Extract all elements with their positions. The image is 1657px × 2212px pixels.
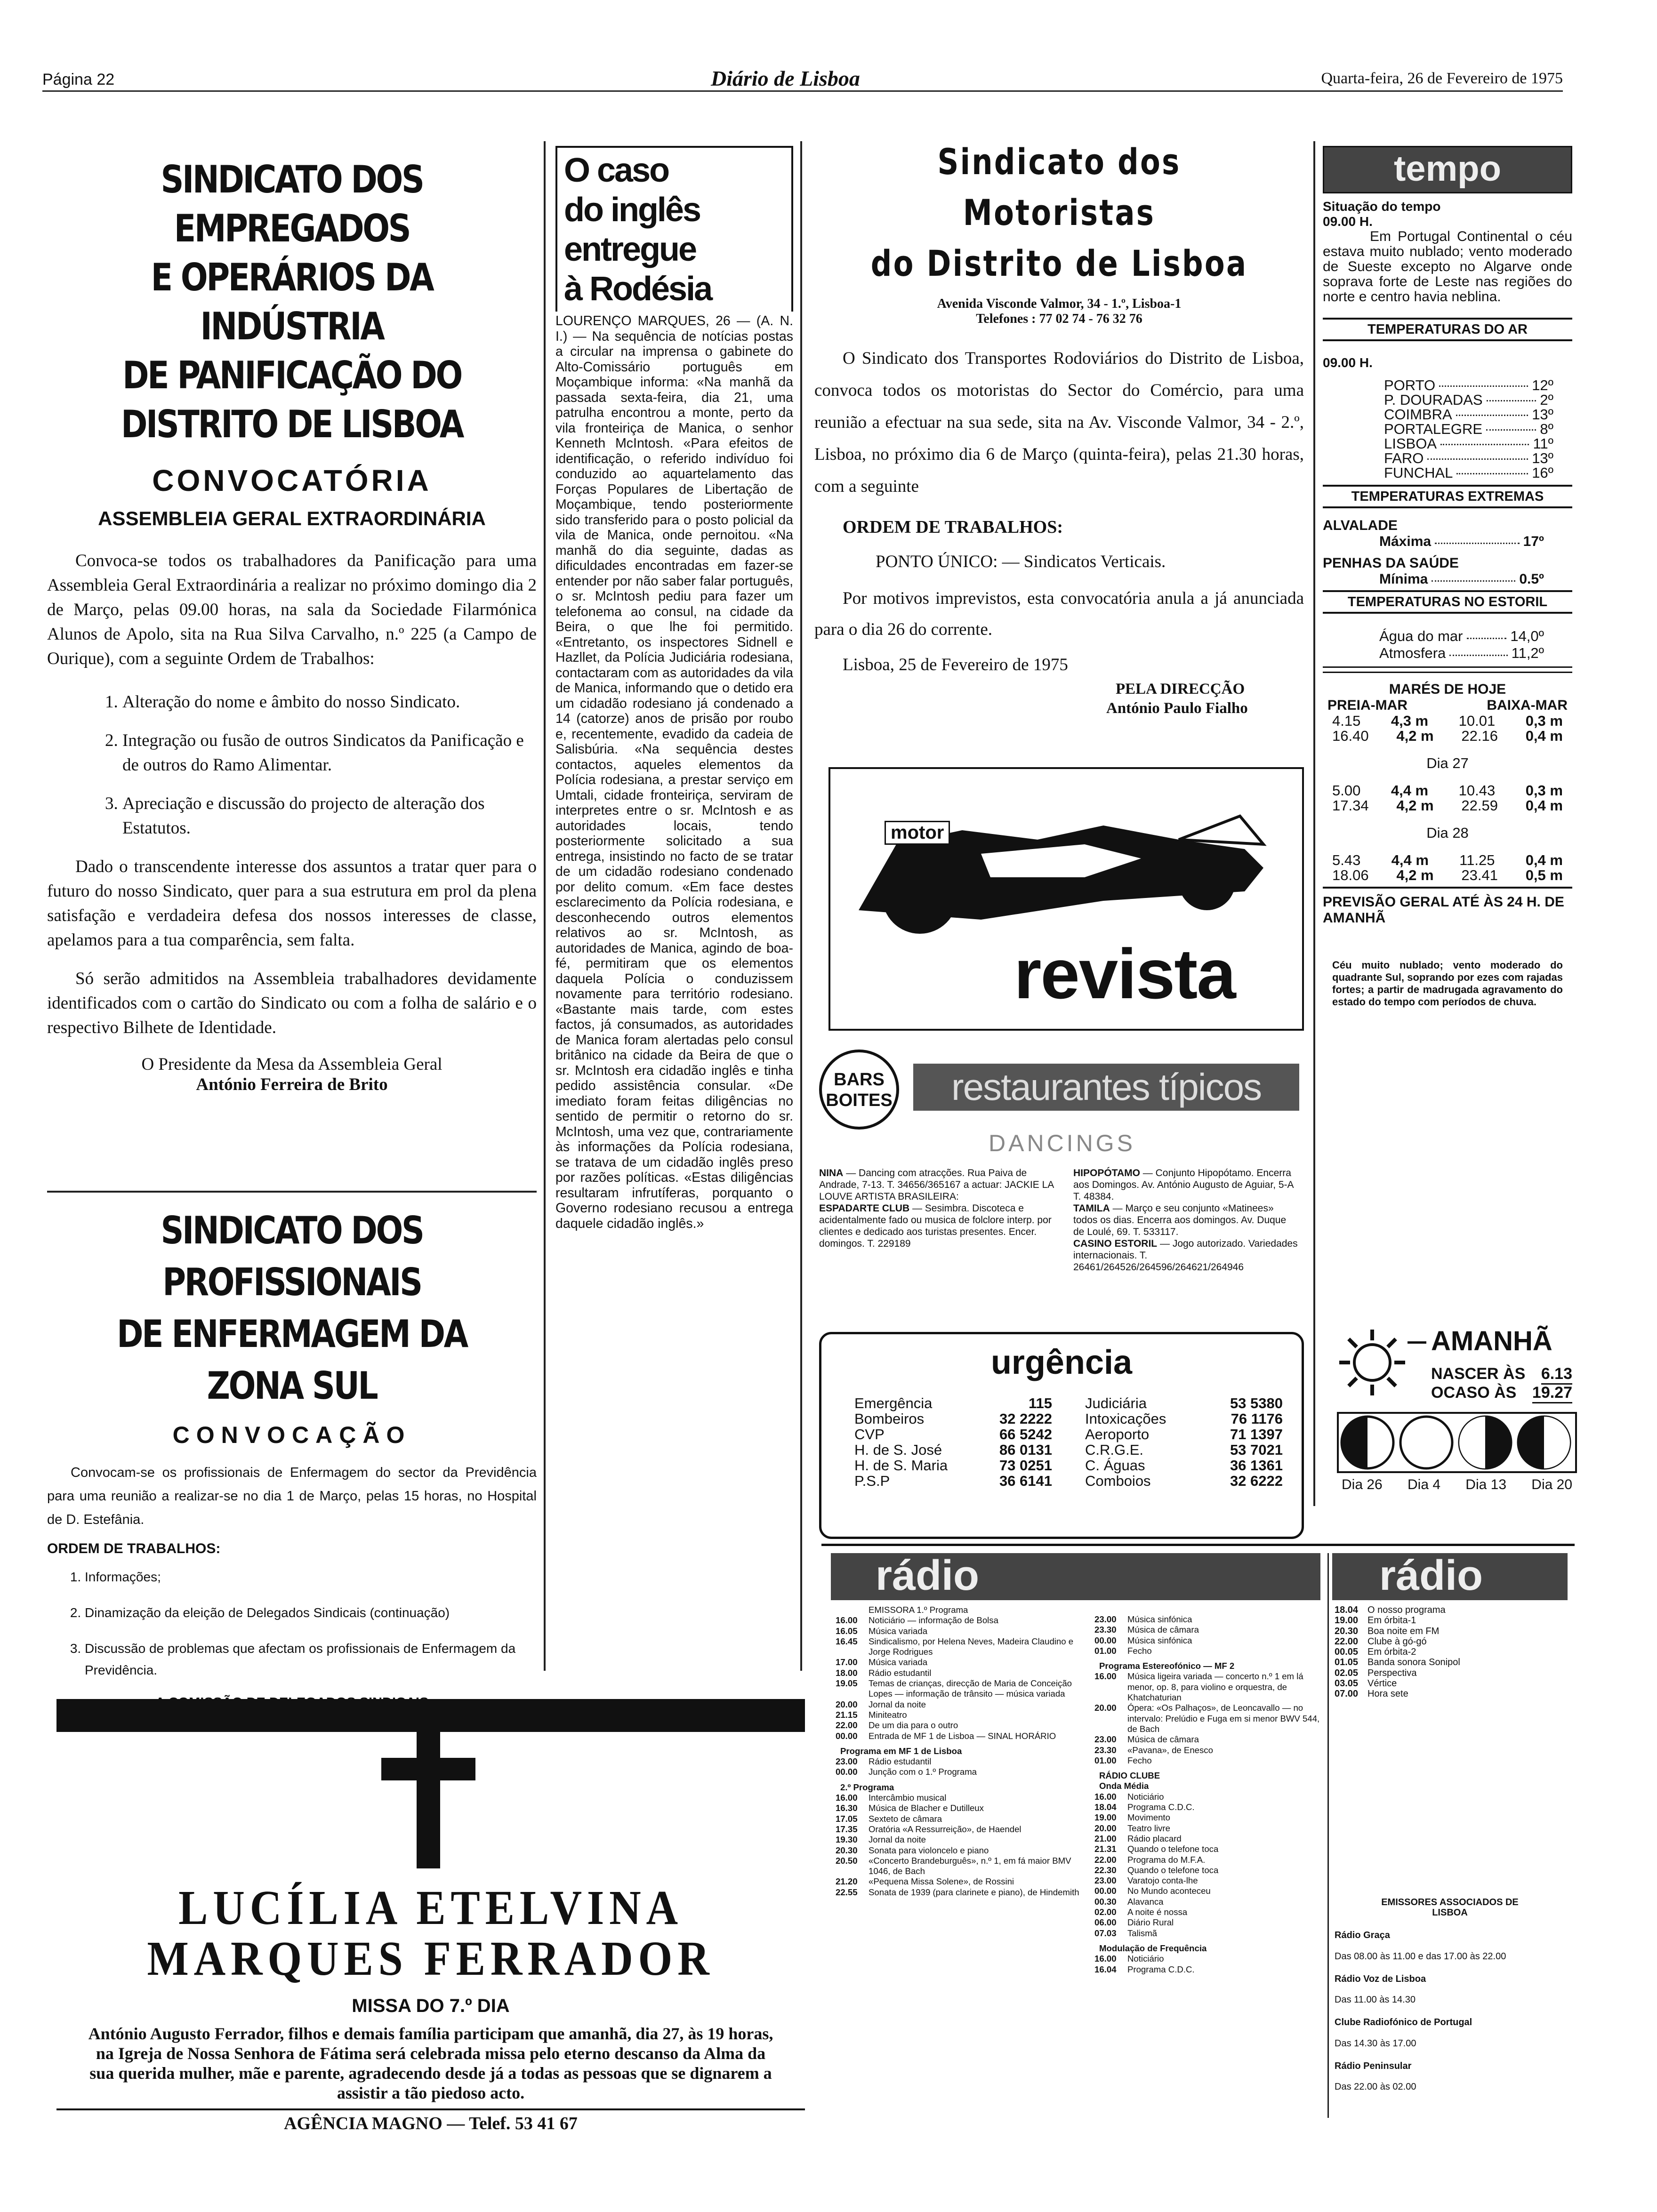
enfermagem-ad (47, 1205, 537, 1677)
tempo-situacao: Situação do tempo (1323, 199, 1441, 214)
assoc-item: Rádio Graça (1335, 1930, 1390, 1941)
radio-column-3 (1335, 1605, 1565, 2092)
radio-item: 23.00 Música sinfónica (1094, 1614, 1192, 1624)
radio-item: 16.45 Sindicalismo, por Helena Neves, Madeira Claudino e Jorge Rodrigues (836, 1636, 1074, 1657)
list-item: TAMILA — Março e seu conjunto «Matinees» todos os dias. Encerra aos domingos. Av. Duque de Loulé, 69. T. 533117. (1073, 1203, 1287, 1237)
radio-item: 16.00 Noticiário (1094, 1954, 1164, 1964)
list-item: ESPADARTE CLUB — Sesimbra. Discoteca e acidentalmente fado ou musica de folclore interp. por clientes e dedicado aos turistas presentes. Encer. domingos. T. 229189 (819, 1203, 1052, 1249)
assembleia-heading: ASSEMBLEIA GERAL EXTRAORDINÁRIA (98, 507, 486, 529)
motoristas-signer: António Paulo Fialho (1106, 700, 1248, 717)
obituary-missa: MISSA DO 7.º DIA (352, 1996, 510, 2016)
radio-item: 21.20 «Pequena Missa Solene», de Rossini (836, 1876, 1014, 1887)
agenda-item: 2. Integração ou fusão de outros Sindicatos da Panificação e de outros do Ramo Alimentar. (122, 729, 527, 777)
bars-section (819, 1050, 1304, 1341)
alvalade-label: ALVALADE (1323, 518, 1398, 533)
radio-item: 22.00 De um dia para o outro (836, 1720, 958, 1731)
table-row: COIMBRA 13º (1384, 406, 1553, 423)
list-item: Emergência 115 (854, 1395, 1052, 1411)
previsao-title: PREVISÃO GERAL ATÉ ÀS 24 H. DE AMANHÃ (1323, 894, 1564, 926)
radio-item: 17.05 Sexteto de câmara (836, 1813, 942, 1824)
moon-first-quarter-icon (1342, 1417, 1393, 1468)
obituary-text: António Augusto Ferrador, filhos e demais família participam que amanhã, dia 27, às 19 horas, na Igreja de Nossa Senhora de Fátima será celebrada missa pelo eterno descanso da Alma da sua querida mulher, mãe e parente, agradecendo desde já a todas as pessoas que se dignarem a assistir a tão piedoso acto. (88, 2024, 773, 2102)
radio-item: EMISSORA 1.º Programa (869, 1605, 968, 1615)
motoristas-notice: Por motivos imprevistos, esta convocatória anula a já anunciada para o dia 26 do corrente. (814, 589, 1304, 639)
motoristas-intro: O Sindicato dos Transportes Rodoviários do Distrito de Lisboa, convoca todos os motoristas do Sector do Comércio, para uma reunião a efectuar na sua sede, sita na Av. Visconde Valmor, 34 - 2.º, Lisboa, no próximo dia 6 de Março (quinta-feira), pelas 21.30 horas, com a seguinte (814, 349, 1304, 496)
radio-item: 20.50 «Concerto Brandeburguês», n.º 1, em fá maior BMV 1046, de Bach (836, 1855, 1071, 1876)
restaurantes-banner: restaurantes típicos (913, 1064, 1299, 1111)
agenda-item: 2. Dinamização da eleição de Delegados Sindicais (continuação) (85, 1602, 537, 1624)
motoristas-phone: Telefones : 77 02 74 - 76 32 76 (976, 312, 1142, 326)
radio-item: 20.30 Sonata para violoncelo e piano (836, 1845, 989, 1855)
radio-item: 00.00 Música sinfónica (1094, 1635, 1192, 1645)
radio-item: 00.00 No Mundo aconteceu (1094, 1886, 1211, 1896)
radio-item: 23.00 Música de câmara (1094, 1734, 1199, 1745)
panificacao-title: SINDICATO DOS EMPREGADOS E OPERÁRIOS DA INDÚSTRIA DE PANIFICAÇÃO DO DISTRITO DE LISBOA (121, 158, 463, 446)
agua-row: Água do mar 14,0º (1379, 628, 1544, 644)
agenda-item: 1. Informações; (85, 1566, 537, 1588)
panificacao-intro: Convoca-se todos os trabalhadores da Panificação para uma Assembleia Geral Extraordinária a realizar no próximo domingo dia 2 de Março, pelas 09.00 horas, na sala da Sociedade Filarmónica Alunos de Apolo, sita na Rua Silva Carvalho, n.º 225 (a Campo de Ourique), com a seguinte Ordem de Trabalhos: (47, 551, 537, 668)
obituary-agency: AGÊNCIA MAGNO — Telef. 53 41 67 (284, 2114, 578, 2133)
table-row: LISBOA 11º (1384, 435, 1553, 452)
estoril-title: TEMPERATURAS NO ESTORIL (1323, 590, 1572, 614)
radio-item: 22.00 Clube à gó-gó (1335, 1636, 1427, 1647)
table-row: PORTALEGRE 8º (1384, 421, 1553, 437)
news-headline: O caso do inglês entregue à Rodésia (555, 146, 793, 312)
moon-full-icon (1400, 1417, 1452, 1468)
radio-item: 19.05 Temas de crianças, direcção de Maria de Conceição Lopes — informação de trânsito — música variada (836, 1678, 1072, 1699)
panificacao-ad (47, 155, 537, 1191)
panificacao-agenda (47, 690, 537, 841)
panificacao-admission: Só serão admitidos na Assembleia trabalhadores devidamente identificados com o cartão do Sindicato ou com a folha de salário e o respectivo Bilhete de Identidade. (47, 969, 537, 1037)
radio-item: 22.30 Quando o telefone toca (1094, 1865, 1219, 1875)
car-wheel (882, 858, 957, 934)
urgencia-box (819, 1332, 1304, 1539)
list-item: Intoxicações 76 1176 (1085, 1411, 1283, 1427)
list-item: Aeroporto 71 1397 (1085, 1426, 1283, 1443)
news-article (555, 146, 793, 1671)
amanha-rule (1408, 1341, 1426, 1344)
list-item: CASINO ESTORIL — Jogo autorizado. Variedades internacionais. T. 26461/264526/264596/264621/264946 (1073, 1238, 1298, 1273)
issue-date: Quarta-feira, 26 de Fevereiro de 1975 (1321, 70, 1563, 87)
radio-item: 18.04 O nosso programa (1335, 1605, 1446, 1615)
enfermagem-order: ORDEM DE TRABALHOS: (47, 1541, 221, 1556)
table-row: PORTO 12º (1384, 377, 1553, 393)
race-car-illustration (840, 788, 1292, 938)
table-row: 4.15 4,3 m 10.01 0,3 m (1332, 713, 1563, 729)
radio-item: Onda Média (1099, 1781, 1149, 1791)
radio-item: 19.00 Em órbita-1 (1335, 1615, 1416, 1626)
radio-item: 23.30 Música de câmara (1094, 1625, 1199, 1635)
column-divider (544, 141, 546, 1671)
radio-item: 22.00 Programa do M.F.A. (1094, 1854, 1206, 1865)
radio-item: 20.00 Teatro livre (1094, 1823, 1170, 1833)
radio-item: 00.30 Alavanca (1094, 1896, 1164, 1907)
tempo-divider (1323, 666, 1572, 673)
motoristas-ad (814, 136, 1304, 748)
enfermagem-title: SINDICATO DOS PROFISSIONAIS DE ENFERMAGEM DA ZONA SUL (117, 1209, 467, 1408)
radio-item: Programa em MF 1 de Lisboa (840, 1746, 962, 1756)
min-row: Mínima 0.5º (1379, 571, 1544, 587)
table-row: 5.00 4,4 m 10.43 0,3 m (1332, 782, 1563, 799)
radio-item: 21.31 Quando o telefone toca (1094, 1844, 1219, 1854)
table-row: 16.40 4,2 m 22.16 0,4 m (1332, 728, 1563, 744)
radio-item: RÁDIO CLUBE (1099, 1771, 1160, 1781)
list-item: Judiciária 53 5380 (1085, 1395, 1283, 1411)
radio-item: 16.04 Programa C.D.C. (1094, 1964, 1195, 1974)
list-item: NINA — Dancing com atracções. Rua Paiva de Andrade, 7-13. T. 34656/365167 a actuar: JACKIE LA LOUVE ARTISTA BRASILEIRA: (819, 1168, 1054, 1202)
radio-item: 01.00 Fecho (1094, 1645, 1152, 1656)
radio-item: 00.00 Entrada de MF 1 de Lisboa — SINAL HORÁRIO (836, 1731, 1056, 1741)
radio-item: 17.35 Oratória «A Ressurreição», de Haendel (836, 1824, 1022, 1834)
news-body: LOURENÇO MARQUES, 26 — (A. N. I.) — Na sequência de notícias postas a circular na imprensa o gabinete do Alto-Comissário português em Moçambique informa: «Na manhã da passada sexta-feira, dia 21, uma patrulha encontrou a monte, perto da vila fronteiriça de Manica, o senhor Kenneth McIntosh. «Para efeitos de identificação, o referido indivíduo foi conduzido ao aquartelamento das Forças Populares de Libertação de Moçambique, tendo posteriormente sido transferido para o posto policial da vila de Manica, onde pernoitou. «Na manhã do dia seguinte, dadas as dificuldades encontradas em fazer-se entender por não saber falar português, o sr. McIntosh pediu para fazer um telefonema ao consul, na cidade da Beira, o que lhe foi permitido. «Entretanto, os inspectores Sidnell e Hazllet, da Polícia Judiciária rodesiana, contactaram com as autoridades da vila de Manica, informando que o detido era um cidadão rodesiano já condenado a 14 (catorze) anos de prisão por roubo e, recentemente, evadido da cadeia de Salisbúria. «Na sequência destes contactos, aqueles elementos da Polícia rodesiana, a prestar serviço em Umtali, cidade fronteiriça, serviram de interpretes entre o sr. McIntosh e as autoridades locais, tendo posteriormente solicitado a sua entrega, insistindo no facto de se tratar de um cidadão rodesiano condenado por delito comum. «Em face destes esclarecimento da Polícia rodesiana, e desconhecendo outros elementos relativos ao sr. McIntosh, as autoridades de Manica, agindo de boa-fé, permitiram que os elementos daquela Polícia o conduzissem novamente para território rodesiano. «Bastante mais tarde, com estes factos, já consumados, as autoridades de Manica foram alertadas pelo consul britânico na cidade da Beira de que o sr. McIntosh era cidadão inglês e tinha pedido assistência consular. «De imediato foram feitas diligências no sentido de permitir o retorno do sr. McIntosh, uma vez que, contrariamente às informações da Polícia rodesiana, se tratava de um cidadão inglês preso por razões políticas. «Estas diligências resultaram infrutíferas, porquanto o Governo rodesiano recusou a entrega daquele cidadão inglês.» (555, 313, 793, 1231)
revista-ad (828, 767, 1304, 1031)
radio-item: 03.05 Vértice (1335, 1678, 1397, 1689)
radio-item: 00.05 Em órbita-2 (1335, 1647, 1416, 1658)
assoc-item: Rádio Voz de Lisboa (1335, 1973, 1426, 1984)
radio-item: Programa Estereofónico — MF 2 (1099, 1661, 1235, 1671)
radio-item: 18.04 Programa C.D.C. (1094, 1802, 1195, 1812)
dancings-label: DANCINGS (989, 1130, 1135, 1156)
radio-column-1 (836, 1605, 1090, 1898)
radio-banner-left: rádio (831, 1553, 1320, 1600)
obituary-name: LUCÍLIA ETELVINA MARQUES FERRADOR (147, 1881, 715, 1986)
previsao-text: Céu muito nublado; vento moderado do quadrante Sul, soprando por ezes com rajadas fortes; a partir de madrugada agravamento do estado do tempo com períodos de chuva. (1332, 959, 1563, 1008)
table-row: FARO 13º (1384, 450, 1553, 466)
moon-phases (1337, 1412, 1577, 1473)
amanha-section (1337, 1327, 1577, 1506)
radio-item: 2.º Programa (840, 1782, 894, 1792)
moon-phase-dates: Dia 26 Dia 4 Dia 13 Dia 20 (1342, 1477, 1572, 1492)
table-row: FUNCHAL 16º (1384, 465, 1553, 481)
radio-item: 20.00 Jornal da noite (836, 1699, 926, 1709)
radio-item: 07.03 Talismã (1094, 1928, 1158, 1938)
bars-badge: BARS BOITES (819, 1050, 899, 1130)
radio-item: 21.15 Miniteatro (836, 1709, 907, 1720)
radio-item: 16.00 Intercâmbio musical (836, 1793, 947, 1803)
column-divider (1313, 141, 1315, 1506)
tempo-hora: 09.00 H. (1323, 214, 1373, 229)
radio-item: Modulação de Frequência (1099, 1943, 1207, 1953)
motoristas-address: Avenida Visconde Valmor, 34 - 1.º, Lisboa-1 (937, 297, 1182, 311)
radio-rule (821, 1544, 1575, 1546)
radio-item: 22.55 Sonata de 1939 (para clarinete e piano), de Hindemith (836, 1887, 1079, 1897)
radio-item: 23.00 Rádio estudantil (836, 1756, 932, 1767)
bars-list-right (1073, 1167, 1299, 1273)
radio-item: 23.00 Varatojo conta-lhe (1094, 1875, 1198, 1886)
urgencia-title: urgência (990, 1344, 1133, 1381)
radio-item: 02.00 A noite é nossa (1094, 1907, 1188, 1917)
radio-item: 17.00 Música variada (836, 1657, 928, 1667)
obituary-ad (56, 1699, 805, 2137)
list-item: Comboios 32 6222 (1085, 1473, 1283, 1489)
list-item: C.R.G.E. 53 7021 (1085, 1442, 1283, 1458)
radio-banner-right: rádio (1332, 1553, 1568, 1600)
prev-divider (1323, 887, 1572, 889)
motoristas-point: PONTO ÚNICO: — Sindicatos Verticais. (876, 552, 1166, 571)
radio-item: 19.30 Jornal da noite (836, 1835, 926, 1845)
assoc-hours: Das 11.00 às 14.30 (1335, 1995, 1416, 2005)
radio-item: 20.00 Ópera: «Os Palhaços», de Leoncavallo — no intervalo: Prelúdio e Fuga em si menor BWV 544, de Bach (1094, 1703, 1320, 1734)
assoc-item: Clube Radiofónico de Portugal (1335, 2017, 1472, 2028)
radio-item: 23.30 «Pavana», de Enesco (1094, 1745, 1213, 1755)
urgencia-left (854, 1395, 1052, 1489)
panificacao-signature-name: António Ferreira de Brito (196, 1075, 388, 1094)
list-item: H. de S. Maria 73 0251 (854, 1457, 1052, 1474)
revista-tag: motor (885, 821, 950, 845)
enfermagem-intro: Convocam-se os profissionais de Enfermagem do sector da Previdência para uma reunião a realizar-se no dia 1 de Março, pelas 15 horas, no Hospital de D. Estefânia. (47, 1465, 537, 1527)
ar-title: TEMPERATURAS DO AR (1323, 318, 1572, 341)
radio-item: 19.00 Movimento (1094, 1812, 1170, 1823)
convocatoria-heading: CONVOCATÓRIA (152, 464, 432, 497)
column-divider (800, 141, 802, 1671)
radio-column-2 (1094, 1614, 1325, 1975)
table-row: 18.06 4,2 m 23.41 0,5 m (1332, 867, 1563, 883)
table-row: 5.43 4,4 m 11.25 0,4 m (1332, 852, 1563, 868)
list-item: C. Águas 36 1361 (1085, 1457, 1283, 1474)
tempo-banner: tempo (1323, 146, 1572, 193)
masthead: Diário de Lisboa (711, 66, 860, 90)
convocacao-heading: CONVOCAÇÃO (172, 1422, 411, 1448)
list-item: CVP 66 5242 (854, 1426, 1052, 1443)
page-number: Página 22 (42, 71, 115, 88)
radio-item: 16.00 Música ligeira variada — concerto n.º 1 em lá menor, op. 8, para violino e orquestra, de Khatchaturian (1094, 1671, 1303, 1703)
panificacao-signature: O Presidente da Mesa da Assembleia Geral (141, 1055, 442, 1074)
ar-table (1323, 378, 1572, 480)
radio-item: 20.30 Boa noite em FM (1335, 1626, 1440, 1636)
radio-item: 16.30 Música de Blacher e Dutilleux (836, 1803, 984, 1813)
bars-list-left (819, 1167, 1054, 1250)
atmosfera-row: Atmosfera 11,2º (1379, 645, 1544, 661)
assoc-hours: Das 14.30 às 17.00 (1335, 2038, 1416, 2049)
extremas-title: TEMPERATURAS EXTREMAS (1323, 485, 1572, 508)
motoristas-order: ORDEM DE TRABALHOS: (843, 517, 1063, 537)
mares-header: PREIA-MAR BAIXA-MAR (1327, 697, 1568, 713)
radio-item: 21.00 Rádio placard (1094, 1833, 1182, 1843)
cross-icon (381, 1723, 475, 1868)
radio-item: 07.00 Hora sete (1335, 1689, 1408, 1699)
radio-item: 16.05 Música variada (836, 1626, 928, 1636)
enfermagem-agenda (47, 1566, 537, 1681)
assoc-item: Rádio Peninsular (1335, 2061, 1412, 2072)
assoc-title: EMISSORES ASSOCIADOS DE LISBOA (1381, 1897, 1519, 1918)
radio-item: 18.00 Rádio estudantil (836, 1667, 932, 1678)
assoc-hours: Das 22.00 às 02.00 (1335, 2082, 1416, 2092)
radio-item: 16.00 Noticiário (1094, 1791, 1164, 1802)
motoristas-title: Sindicato dos Motoristas do Distrito de Lisboa (870, 141, 1248, 284)
assoc-hours: Das 08.00 às 11.00 e das 17.00 às 22.00 (1335, 1951, 1506, 1962)
moon-last-quarter-icon (1459, 1417, 1511, 1468)
ar-hour: 09.00 H. (1323, 355, 1373, 370)
nascer-row: NASCER ÀS 6.13 (1431, 1365, 1572, 1385)
section-divider (47, 1191, 537, 1193)
car-wing (1179, 816, 1263, 844)
list-item: P.S.P 36 6141 (854, 1473, 1052, 1489)
radio-item: 00.00 Junção com o 1.º Programa (836, 1767, 977, 1777)
list-item: Bombeiros 32 2222 (854, 1411, 1052, 1427)
list-item: H. de S. José 86 0131 (854, 1442, 1052, 1458)
motoristas-direction: PELA DIRECÇÃO (1116, 681, 1245, 697)
agenda-item: 1. Alteração do nome e âmbito do nosso Sindicato. (122, 690, 527, 714)
radio-item: 06.00 Diário Rural (1094, 1917, 1174, 1928)
tempo-description: Em Portugal Continental o céu estava muito nublado; vento moderado de Sueste excepto no Algarve onde soprava forte de Leste nas regiões do norte e centro havia neblina. (1323, 229, 1572, 305)
sun-face (1354, 1345, 1390, 1380)
list-item: HIPOPÓTAMO — Conjunto Hipopótamo. Encerra aos Domingos. Av. António Augusto de Aguiar, 5-A T. 48384. (1073, 1168, 1294, 1202)
radio-item: 02.05 Perspectiva (1335, 1667, 1417, 1678)
radio-item: 16.00 Noticiário — informação de Bolsa (836, 1615, 998, 1626)
car-wheel (1179, 854, 1235, 910)
sun-icon (1337, 1327, 1408, 1398)
radio-item: 01.00 Fecho (1094, 1755, 1152, 1765)
radio-item: 01.05 Banda sonora Sonipol (1335, 1657, 1460, 1668)
table-row: P. DOURADAS 2º (1384, 392, 1553, 408)
moon-new-icon (1518, 1417, 1570, 1468)
page-header (42, 66, 1563, 94)
radio-divider (1327, 1553, 1329, 2118)
mares-table: 4.15 4,3 m 10.01 0,3 m 16.40 4,2 m 22.16 0,4 m Dia 27 5.00 4,4 m 10.43 0,3 m 17.34 4,2 m 22.59 0,4 m Dia 28 5.43 4,4 m 11.25 0,4 m 18.06 4,2 m 23.41 0,5 m (1332, 713, 1563, 883)
agenda-item: 3. Apreciação e discussão do projecto de alteração dos Estatutos. (122, 792, 527, 841)
table-row: 17.34 4,2 m 22.59 0,4 m (1332, 797, 1563, 814)
panificacao-appeal: Dado o transcendente interesse dos assuntos a tratar quer para o futuro do nosso Sindicato, quer para a sua estrutura em prol da plena satisfação e verdadeira defesa dos nossos interesses de classe, apelamos para a tua comparência, sem falta. (47, 857, 537, 950)
obituary-rule (56, 2108, 805, 2110)
amanha-title: AMANHÃ (1431, 1326, 1552, 1356)
mares-title: MARÉS DE HOJE (1389, 681, 1506, 697)
urgencia-right (1085, 1395, 1283, 1489)
motoristas-date: Lisboa, 25 de Fevereiro de 1975 (843, 655, 1068, 674)
revista-logo: revista (1014, 934, 1235, 1013)
header-rule (42, 90, 1563, 92)
tempo-section (1323, 146, 1572, 1313)
penhas-label: PENHAS DA SAÚDE (1323, 555, 1459, 571)
max-row: Máxima 17º (1379, 534, 1544, 549)
agenda-item: 3. Discussão de problemas que afectam os profissionais de Enfermagem da Previdência. (85, 1638, 537, 1681)
ocaso-row: OCASO ÀS 19.27 (1431, 1384, 1572, 1403)
